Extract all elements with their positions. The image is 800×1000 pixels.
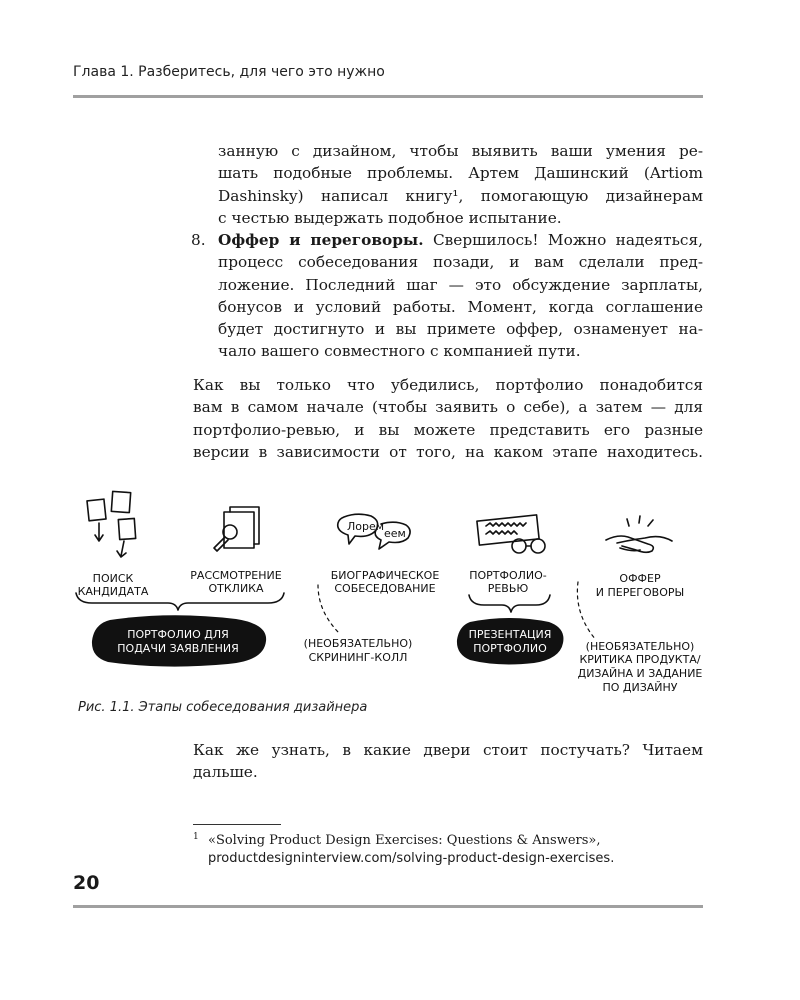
text-line: вам в самом начале (чтобы заявить о себе), а затем — для [193, 398, 703, 417]
screening-call-label: СКРИНИНГ-КОЛЛ [308, 651, 408, 664]
footnote-url: productdesigninterview.com/solving-product-design-exercises. [208, 851, 615, 866]
leader-critique [577, 582, 596, 640]
brace-right [469, 595, 550, 612]
critique-label: ПО ДИЗАЙНУ [602, 681, 678, 694]
stage-candidate-search-label: КАНДИДАТА [77, 585, 149, 598]
critique-label: КРИТИКА ПРОДУКТА/ [579, 653, 701, 666]
text-line: будет достигнуто и вы примете оффер, ознаменует на- [218, 320, 703, 339]
item-8-title: Оффер и переговоры. [218, 231, 424, 249]
handshake-icon [606, 516, 672, 552]
text-line: ложение. Последний шаг — это обсуждение зарплаты, [218, 275, 703, 294]
stage-offer-label: И ПЕРЕГОВОРЫ [595, 586, 685, 599]
speech-left-text: Лорем [347, 520, 385, 533]
footnote-mark: 1 [193, 832, 199, 842]
footnote-rule [193, 824, 281, 825]
text-line: чало вашего совместного с компанией пути. [218, 342, 581, 361]
text-line: шать подобные проблемы. Артем Дашинский (Artiom [218, 164, 703, 183]
figure-caption: Рис. 1.1. Этапы собеседования дизайнера [78, 700, 368, 715]
stage-response-review-label: ОТКЛИКА [208, 582, 264, 595]
text-line: дальше. [193, 763, 258, 782]
text-line: бонусов и условий работы. Момент, когда соглашение [218, 297, 703, 316]
list-number-8: 8. [191, 231, 206, 249]
item-8-first-line: Свершилось! Можно надеяться, [423, 231, 703, 249]
magnifier-document-icon [214, 507, 259, 551]
text-line: Dashinsky) написал книгу¹, помогающую дизайнерам [218, 186, 703, 205]
stage-bio-interview-label: БИОГРАФИЧЕСКОЕ [330, 569, 440, 582]
page-number: 20 [73, 872, 100, 894]
portfolio-glasses-icon [477, 515, 545, 553]
text-line: Как же узнать, в какие двери стоит постучать? Читаем [193, 741, 703, 759]
text-line: занную с дизайном, чтобы выявить ваши умения ре- [218, 142, 703, 160]
stage-portfolio-review-label: ПОРТФОЛИО- [469, 569, 547, 582]
bubble-portfolio-presentation-text: ПРЕЗЕНТАЦИЯ [468, 628, 552, 641]
text-line: версии в зависимости от того, на каком этапе находитесь. [193, 442, 703, 461]
bubble-portfolio-presentation-text: ПОРТФОЛИО [473, 642, 547, 655]
stage-candidate-search-label: ПОИСК [92, 572, 134, 585]
stage-response-review-label: РАССМОТРЕНИЕ [190, 569, 282, 582]
critique-label: ДИЗАЙНА И ЗАДАНИЕ [577, 667, 703, 680]
text-line: портфолио-ревью, и вы можете представить его разные [193, 420, 703, 439]
text-line: Как вы только что убедились, портфолио понадобится [193, 376, 703, 394]
footnote-text: «Solving Product Design Exercises: Questions & Answers», [208, 833, 601, 848]
closing-paragraph [193, 739, 703, 784]
bubble-application-portfolio-text: ПОРТФОЛИО ДЛЯ [127, 628, 229, 641]
speech-right-text: еем [384, 527, 406, 540]
candidate-cards-icon [87, 491, 136, 557]
stage-bio-interview-label: СОБЕСЕДОВАНИЕ [334, 582, 436, 595]
stage-offer-label: ОФФЕР [619, 572, 661, 585]
text-line: процесс собеседования позади, и вам сделали пред- [218, 253, 703, 272]
footer-rule [73, 905, 703, 908]
optional-note: (НЕОБЯЗАТЕЛЬНО) [303, 637, 413, 650]
text-line: с честью выдержать подобное испытание. [218, 208, 562, 227]
bubble-application-portfolio-text: ПОДАЧИ ЗАЯВЛЕНИЯ [117, 642, 239, 655]
stage-portfolio-review-label: РЕВЬЮ [487, 582, 529, 595]
running-head: Глава 1. Разберитесь, для чего это нужно [73, 64, 385, 80]
optional-note: (НЕОБЯЗАТЕЛЬНО) [585, 640, 695, 653]
